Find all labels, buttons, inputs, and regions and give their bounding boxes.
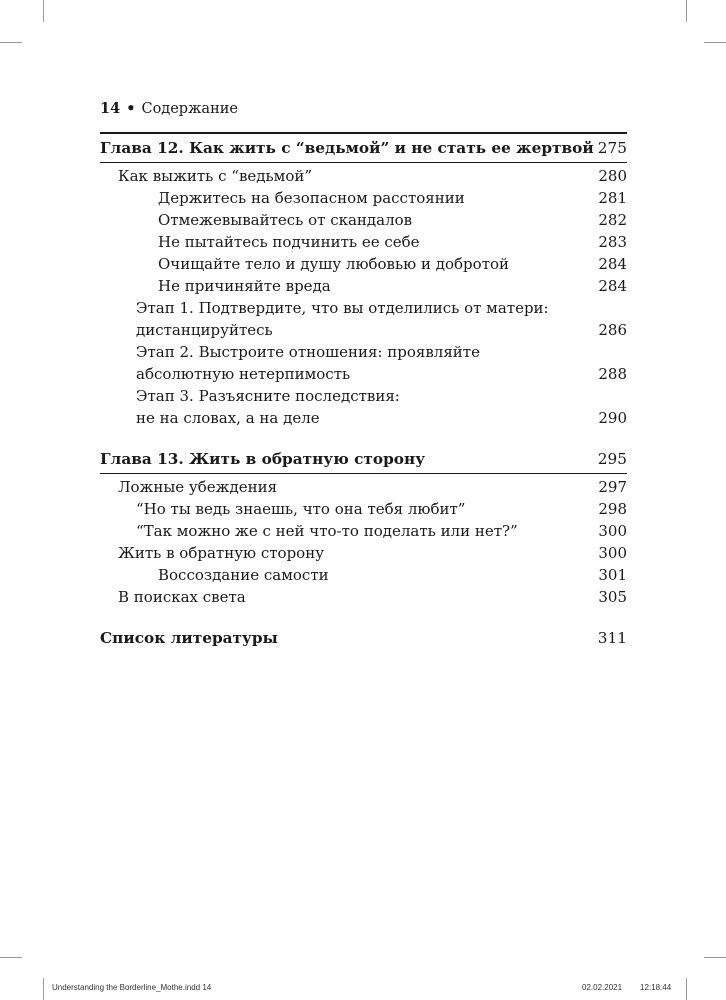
- entry-page: 290: [598, 409, 627, 427]
- entry-title: Как выжить с “ведьмой”: [118, 167, 313, 185]
- running-head: [100, 100, 238, 117]
- toc-chapter-12[interactable]: [100, 136, 627, 160]
- toc-entry[interactable]: [100, 187, 627, 209]
- entry-page: 283: [598, 233, 627, 251]
- entry-title: Не пытайтесь подчинить ее себе: [158, 233, 420, 251]
- slug-filename: Understanding the Borderline_Mothe.indd 14: [52, 983, 212, 992]
- toc-entry[interactable]: [100, 586, 627, 608]
- crop-mark: [704, 957, 726, 958]
- section-title: Содержание: [141, 101, 238, 117]
- bullet-separator: •: [126, 100, 136, 117]
- entry-title: Отмежевывайтесь от скандалов: [158, 211, 413, 229]
- entry-page: 286: [598, 321, 627, 339]
- header-rule: [100, 132, 627, 134]
- entry-title: дистанцируйтесь: [136, 321, 273, 339]
- entry-title: Ложные убеждения: [118, 478, 278, 496]
- crop-mark: [0, 957, 22, 958]
- entry-page: 297: [598, 478, 627, 496]
- entry-title: Этап 2. Выстроите отношения: проявляйте: [136, 343, 480, 361]
- toc-entry[interactable]: [100, 209, 627, 231]
- entry-title: “Но ты ведь знаешь, что она тебя любит”: [136, 500, 466, 518]
- toc-bibliography[interactable]: [100, 626, 627, 650]
- chapter-title: Глава 12. Как жить с “ведьмой” и не стать ее жертвой: [100, 139, 594, 157]
- toc-entry[interactable]: [100, 520, 627, 542]
- chapter-page: 275: [597, 139, 627, 157]
- toc-entry[interactable]: [100, 231, 627, 253]
- toc-entry[interactable]: [100, 253, 627, 275]
- chapter-divider: [100, 473, 627, 474]
- entry-page: 298: [598, 500, 627, 518]
- toc-entry[interactable]: [100, 275, 627, 297]
- entry-title: Держитесь на безопасном расстоянии: [158, 189, 465, 207]
- entry-title: “Так можно же с ней что-то поделать или нет?”: [136, 522, 518, 540]
- entry-title: Этап 1. Подтвердите, что вы отделились от матери:: [136, 299, 549, 317]
- entry-title: В поисках света: [118, 588, 246, 606]
- bibliography-page: 311: [597, 629, 627, 647]
- entry-title: Этап 3. Разъясните последствия:: [136, 387, 400, 405]
- entry-page: 284: [598, 255, 627, 273]
- entry-title: абсолютную нетерпимость: [136, 365, 351, 383]
- entry-page: 301: [598, 566, 627, 584]
- slug-time: 12:18:44: [640, 983, 672, 992]
- entry-title: Жить в обратную сторону: [118, 544, 325, 562]
- toc-entry[interactable]: [100, 542, 627, 564]
- entry-page: 280: [598, 167, 627, 185]
- entry-page: 300: [598, 544, 627, 562]
- toc-entry[interactable]: [100, 407, 627, 429]
- entry-title: Не причиняйте вреда: [158, 277, 331, 295]
- entry-page: 288: [598, 365, 627, 383]
- toc-entry[interactable]: [100, 165, 627, 187]
- crop-mark: [43, 978, 44, 1000]
- chapter-page: 295: [597, 450, 627, 468]
- toc-chapter-13[interactable]: [100, 447, 627, 471]
- toc-entry[interactable]: [100, 385, 627, 407]
- entry-title: Очищайте тело и душу любовью и добротой: [158, 255, 510, 273]
- page-number: 14: [100, 100, 121, 117]
- entry-page: 282: [598, 211, 627, 229]
- entry-page: 281: [598, 189, 627, 207]
- entry-page: 284: [598, 277, 627, 295]
- entry-title: Воссоздание самости: [158, 566, 329, 584]
- toc-entry[interactable]: [100, 363, 627, 385]
- crop-mark: [686, 978, 687, 1000]
- entry-page: 300: [598, 522, 627, 540]
- chapter-divider: [100, 162, 627, 163]
- crop-mark: [704, 42, 726, 43]
- entry-page: 305: [598, 588, 627, 606]
- toc-entry[interactable]: [100, 341, 627, 363]
- entry-title: не на словах, а на деле: [136, 409, 320, 427]
- crop-mark: [43, 0, 44, 22]
- slug-date: 02.02.2021: [582, 983, 623, 992]
- toc-entry[interactable]: [100, 476, 627, 498]
- crop-mark: [686, 0, 687, 22]
- chapter-title: Глава 13. Жить в обратную сторону: [100, 450, 425, 468]
- crop-mark: [0, 42, 22, 43]
- toc-entry[interactable]: [100, 297, 627, 319]
- toc-entry[interactable]: [100, 319, 627, 341]
- bibliography-title: Список литературы: [100, 629, 278, 647]
- toc-entry[interactable]: [100, 498, 627, 520]
- table-of-contents: [100, 136, 627, 650]
- toc-entry[interactable]: [100, 564, 627, 586]
